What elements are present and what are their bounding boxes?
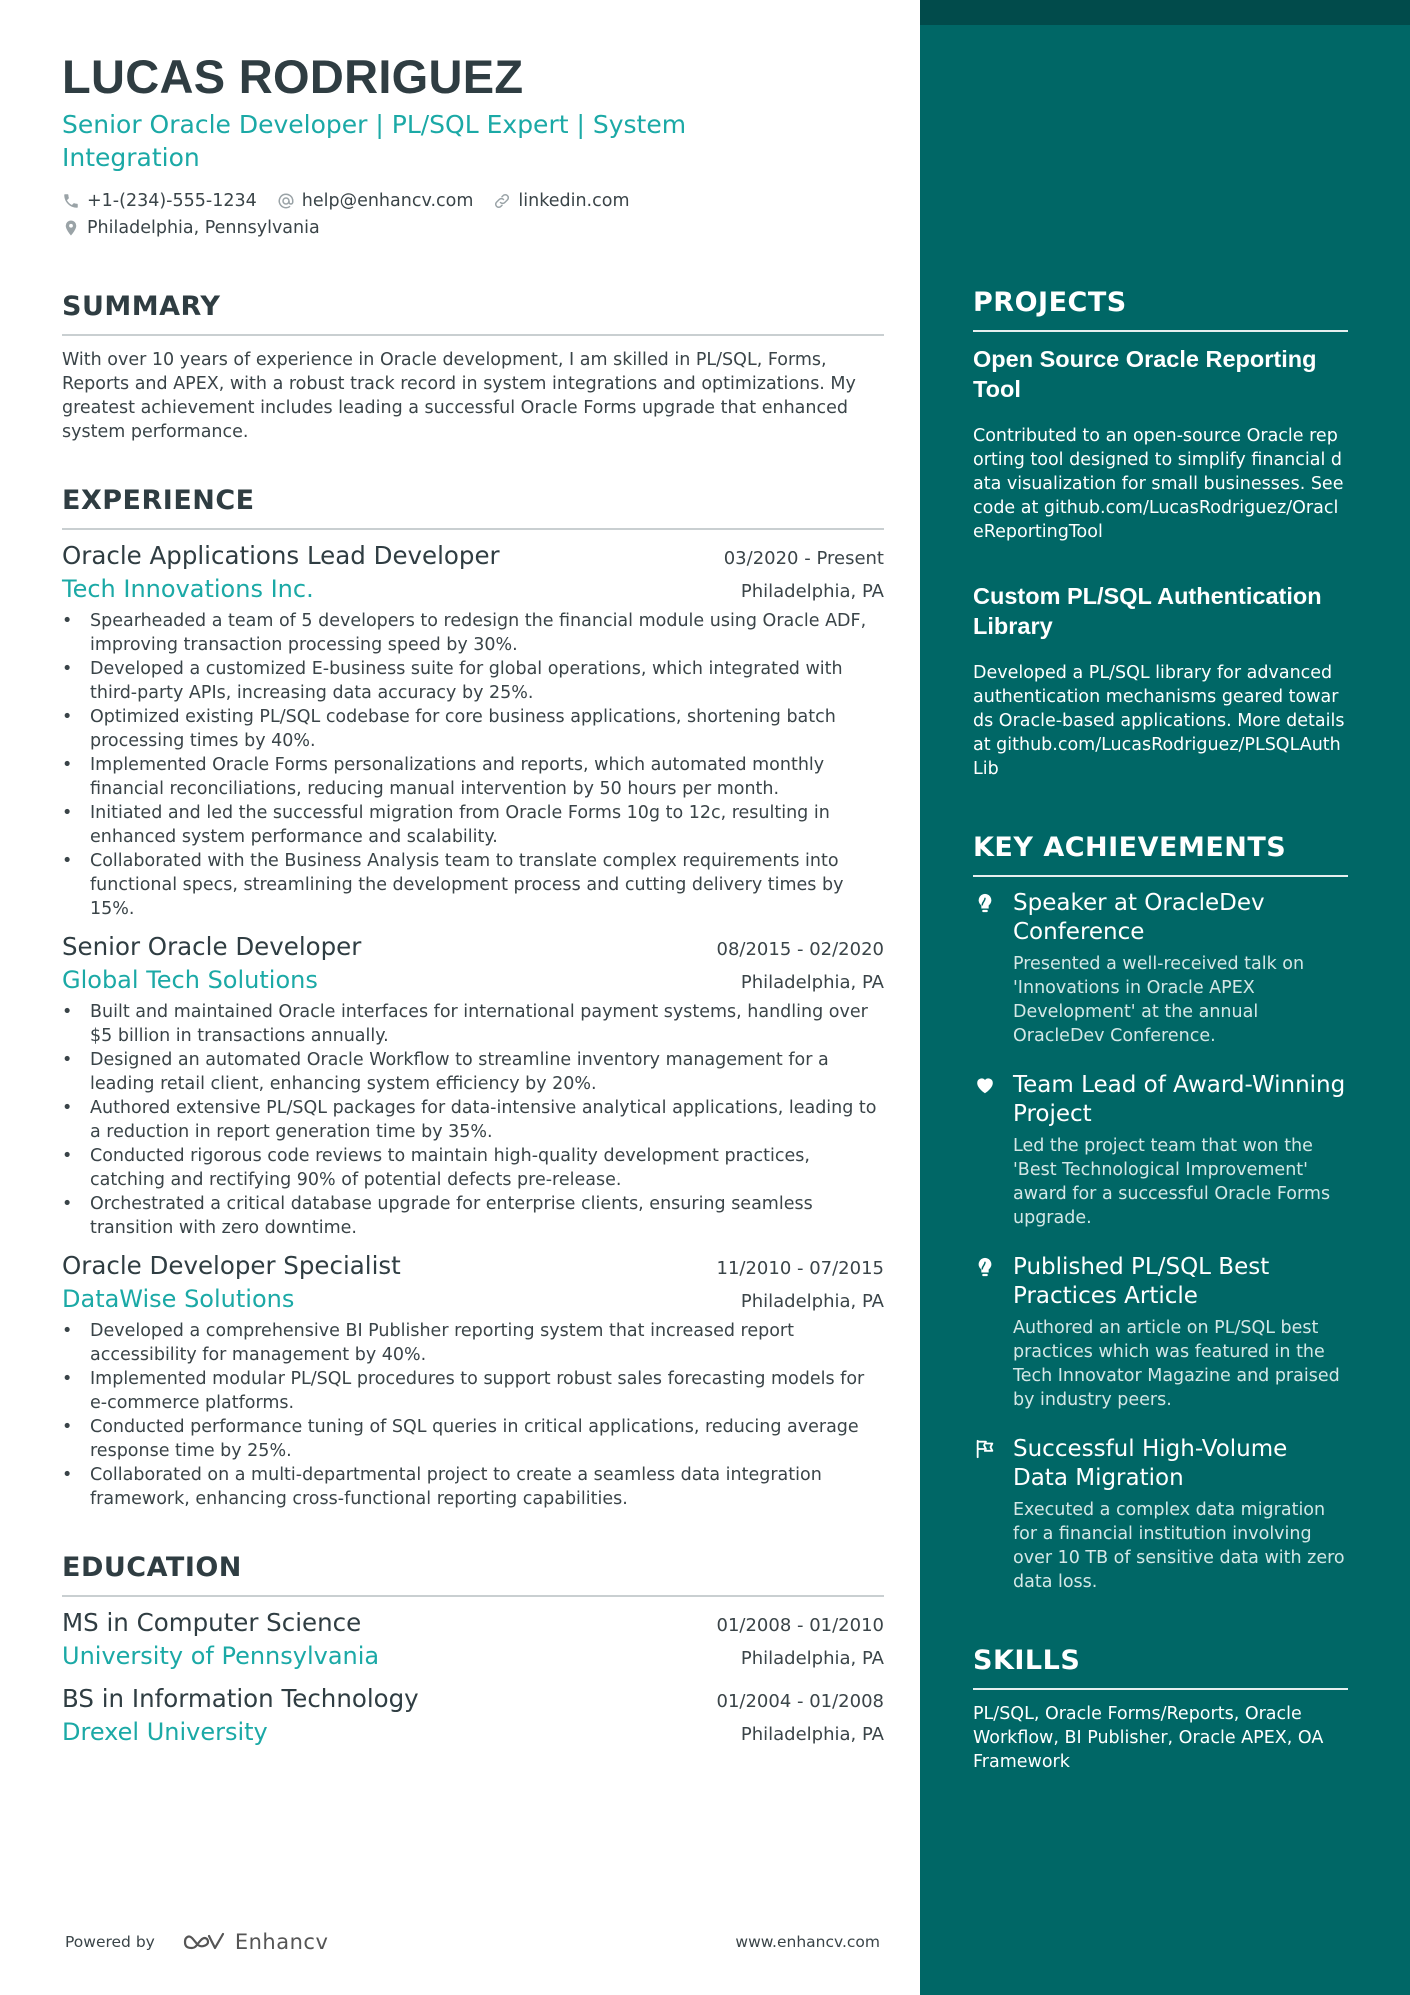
section-title-projects: PROJECTS (973, 286, 1348, 332)
lightbulb-icon (973, 1256, 997, 1278)
achievement-item (973, 1253, 1348, 1412)
bullet-item: • Implemented modular PL/SQL procedures to support robust sales forecasting models for e-commerce platforms. (62, 1367, 884, 1415)
enhancv-logo-icon (181, 1931, 227, 1953)
project-title: Open Source Oracle Reporting Tool (973, 346, 1317, 402)
experience-entry (62, 931, 884, 1240)
job-dates: 08/2015 - 02/2020 (716, 939, 884, 960)
location-text: Philadelphia, Pennsylvania (87, 217, 320, 238)
achievement-title: Team Lead of Award-Winning Project (1013, 1072, 1346, 1127)
project-description: Developed a PL/SQL library for advanced authentication mechanisms geared towards Oracle-based applications. More details at github.com/LucasRodriguez/PLSQLAuthLib (973, 663, 1345, 779)
company-name: Global Tech Solutions (62, 966, 318, 994)
achievement-title: Speaker at OracleDev Conference (1013, 890, 1265, 945)
job-bullets (62, 1000, 884, 1240)
main-column (62, 48, 884, 1749)
experience-entry (62, 540, 884, 921)
powered-by-label: Powered by (65, 1933, 155, 1951)
footer (65, 1930, 880, 1954)
job-title: Oracle Applications Lead Developer (62, 541, 500, 570)
bullet-item: • Optimized existing PL/SQL codebase for core business applications, shortening batch processing times by 40%. (62, 705, 884, 753)
skills-section (973, 1644, 1348, 1774)
sidebar-column (973, 286, 1348, 1774)
at-icon (277, 192, 295, 210)
location-contact (62, 218, 320, 238)
school-name: Drexel University (62, 1718, 268, 1746)
section-title-experience: EXPERIENCE (62, 484, 884, 530)
phone-number: +1-(234)-555-1234 (87, 190, 257, 211)
education-dates: 01/2008 - 01/2010 (716, 1615, 884, 1636)
bullet-item: • Conducted rigorous code reviews to maintain high-quality development practices, catching and rectifying 90% of potential defects pre-release. (62, 1144, 884, 1192)
bullet-item: • Authored extensive PL/SQL packages for data-intensive analytical applications, leading to a reduction in report generation time by 35%. (62, 1096, 884, 1144)
achievement-item (973, 1071, 1348, 1230)
bullet-item: • Developed a customized E-business suite for global operations, which integrated with third-party APIs, increasing data accuracy by 25%. (62, 657, 884, 705)
flag-icon (973, 1438, 997, 1460)
phone-icon (62, 192, 80, 210)
achievement-item (973, 1435, 1348, 1594)
email-contact[interactable] (277, 191, 474, 211)
location-pin-icon (62, 219, 80, 237)
job-dates: 11/2010 - 07/2015 (716, 1258, 884, 1279)
company-name: DataWise Solutions (62, 1285, 295, 1313)
bullet-item: • Conducted performance tuning of SQL queries in critical applications, reducing average response time by 25%. (62, 1415, 884, 1463)
bullet-item: • Spearheaded a team of 5 developers to redesign the financial module using Oracle ADF, improving transaction processing speed by 30%. (62, 609, 884, 657)
candidate-name: LUCAS RODRIGUEZ (62, 50, 524, 103)
email-address: help@enhancv.com (301, 190, 474, 211)
heart-icon (973, 1074, 997, 1096)
experience-section (62, 484, 884, 1511)
enhancv-wordmark: Enhancv (234, 1930, 329, 1954)
company-name: Tech Innovations Inc. (62, 575, 314, 603)
linkedin-link: linkedin.com (518, 190, 630, 211)
headline: Senior Oracle Developer | PL/SQL Expert | System Integration (62, 110, 687, 172)
education-dates: 01/2004 - 01/2008 (716, 1691, 884, 1712)
link-icon (493, 192, 511, 210)
bullet-item: • Orchestrated a critical database upgrade for enterprise clients, ensuring seamless transition with zero downtime. (62, 1192, 884, 1240)
section-title-achievements: KEY ACHIEVEMENTS (973, 831, 1348, 877)
experience-entry (62, 1250, 884, 1511)
degree-title: MS in Computer Science (62, 1608, 362, 1637)
school-location: Philadelphia, PA (740, 1648, 884, 1669)
section-title-summary: SUMMARY (62, 290, 884, 336)
achievement-title: Published PL/SQL Best Practices Article (1013, 1254, 1270, 1309)
achievements-section (973, 831, 1348, 1594)
achievement-description: Authored an article on PL/SQL best practices which was featured in the Tech Innovator Magazine and praised by industry peers. (1013, 1318, 1340, 1410)
summary-section (62, 290, 884, 444)
bullet-item: • Initiated and led the successful migration from Oracle Forms 10g to 12c, resulting in enhanced system performance and scalability. (62, 801, 884, 849)
achievement-description: Presented a well-received talk on 'Innovations in Oracle APEX Development' at the annual OracleDev Conference. (1013, 954, 1305, 1046)
job-location: Philadelphia, PA (740, 972, 884, 993)
contact-info (62, 187, 884, 241)
job-dates: 03/2020 - Present (723, 548, 884, 569)
sidebar-top-strip (920, 0, 1410, 25)
bullet-item: • Designed an automated Oracle Workflow to streamline inventory management for a leading retail client, enhancing system efficiency by 20%. (62, 1048, 884, 1096)
job-title: Senior Oracle Developer (62, 932, 362, 961)
education-section (62, 1551, 884, 1749)
bullet-item: • Developed a comprehensive BI Publisher reporting system that increased report accessibility for management by 40%. (62, 1319, 884, 1367)
website-link[interactable]: www.enhancv.com (735, 1933, 880, 1951)
projects-section (973, 286, 1348, 781)
skills-list: PL/SQL, Oracle Forms/Reports, Oracle Workflow, BI Publisher, Oracle APEX, OA Framework (973, 1704, 1324, 1772)
achievement-description: Executed a complex data migration for a financial institution involving over 10 TB of sensitive data with zero data loss. (1013, 1500, 1345, 1592)
school-location: Philadelphia, PA (740, 1724, 884, 1745)
project-description: Contributed to an open-source Oracle reporting tool designed to simplify financial data visualization for small businesses. See code at github.com/LucasRodriguez/OracleReportingTool (973, 426, 1344, 542)
job-bullets (62, 609, 884, 921)
achievement-title: Successful High-Volume Data Migration (1013, 1436, 1288, 1491)
project-item (973, 344, 1348, 544)
phone-contact[interactable] (62, 191, 257, 211)
enhancv-logo[interactable] (181, 1930, 329, 1954)
job-title: Oracle Developer Specialist (62, 1251, 401, 1280)
summary-text: With over 10 years of experience in Oracle development, I am skilled in PL/SQL, Forms, Reports and APEX, with a robust track record in system integrations and optimizations. My greatest achievement includes leading a successful Oracle Forms upgrade that enhanced system performance. (62, 350, 856, 442)
section-title-skills: SKILLS (973, 1644, 1348, 1690)
education-entry (62, 1683, 884, 1749)
bullet-item: • Collaborated with the Business Analysis team to translate complex requirements into functional specs, streamlining the development process and cutting delivery times by 15%. (62, 849, 884, 921)
achievement-item (973, 889, 1348, 1048)
section-title-education: EDUCATION (62, 1551, 884, 1597)
job-location: Philadelphia, PA (740, 1291, 884, 1312)
bullet-item: • Built and maintained Oracle interfaces for international payment systems, handling over $5 billion in transactions annually. (62, 1000, 884, 1048)
achievement-description: Led the project team that won the 'Best Technological Improvement' award for a successful Oracle Forms upgrade. (1013, 1136, 1331, 1228)
degree-title: BS in Information Technology (62, 1684, 419, 1713)
linkedin-contact[interactable] (493, 191, 629, 211)
bullet-item: • Collaborated on a multi-departmental project to create a seamless data integration framework, enhancing cross-functional reporting capabilities. (62, 1463, 884, 1511)
project-title: Custom PL/SQL Authentication Library (973, 583, 1322, 639)
school-name: University of Pennsylvania (62, 1642, 380, 1670)
lightbulb-icon (973, 892, 997, 914)
job-location: Philadelphia, PA (740, 581, 884, 602)
bullet-item: • Implemented Oracle Forms personalizations and reports, which automated monthly financial reconciliations, reducing manual intervention by 50 hours per month. (62, 753, 884, 801)
job-bullets (62, 1319, 884, 1511)
project-item (973, 581, 1348, 781)
education-entry (62, 1607, 884, 1673)
